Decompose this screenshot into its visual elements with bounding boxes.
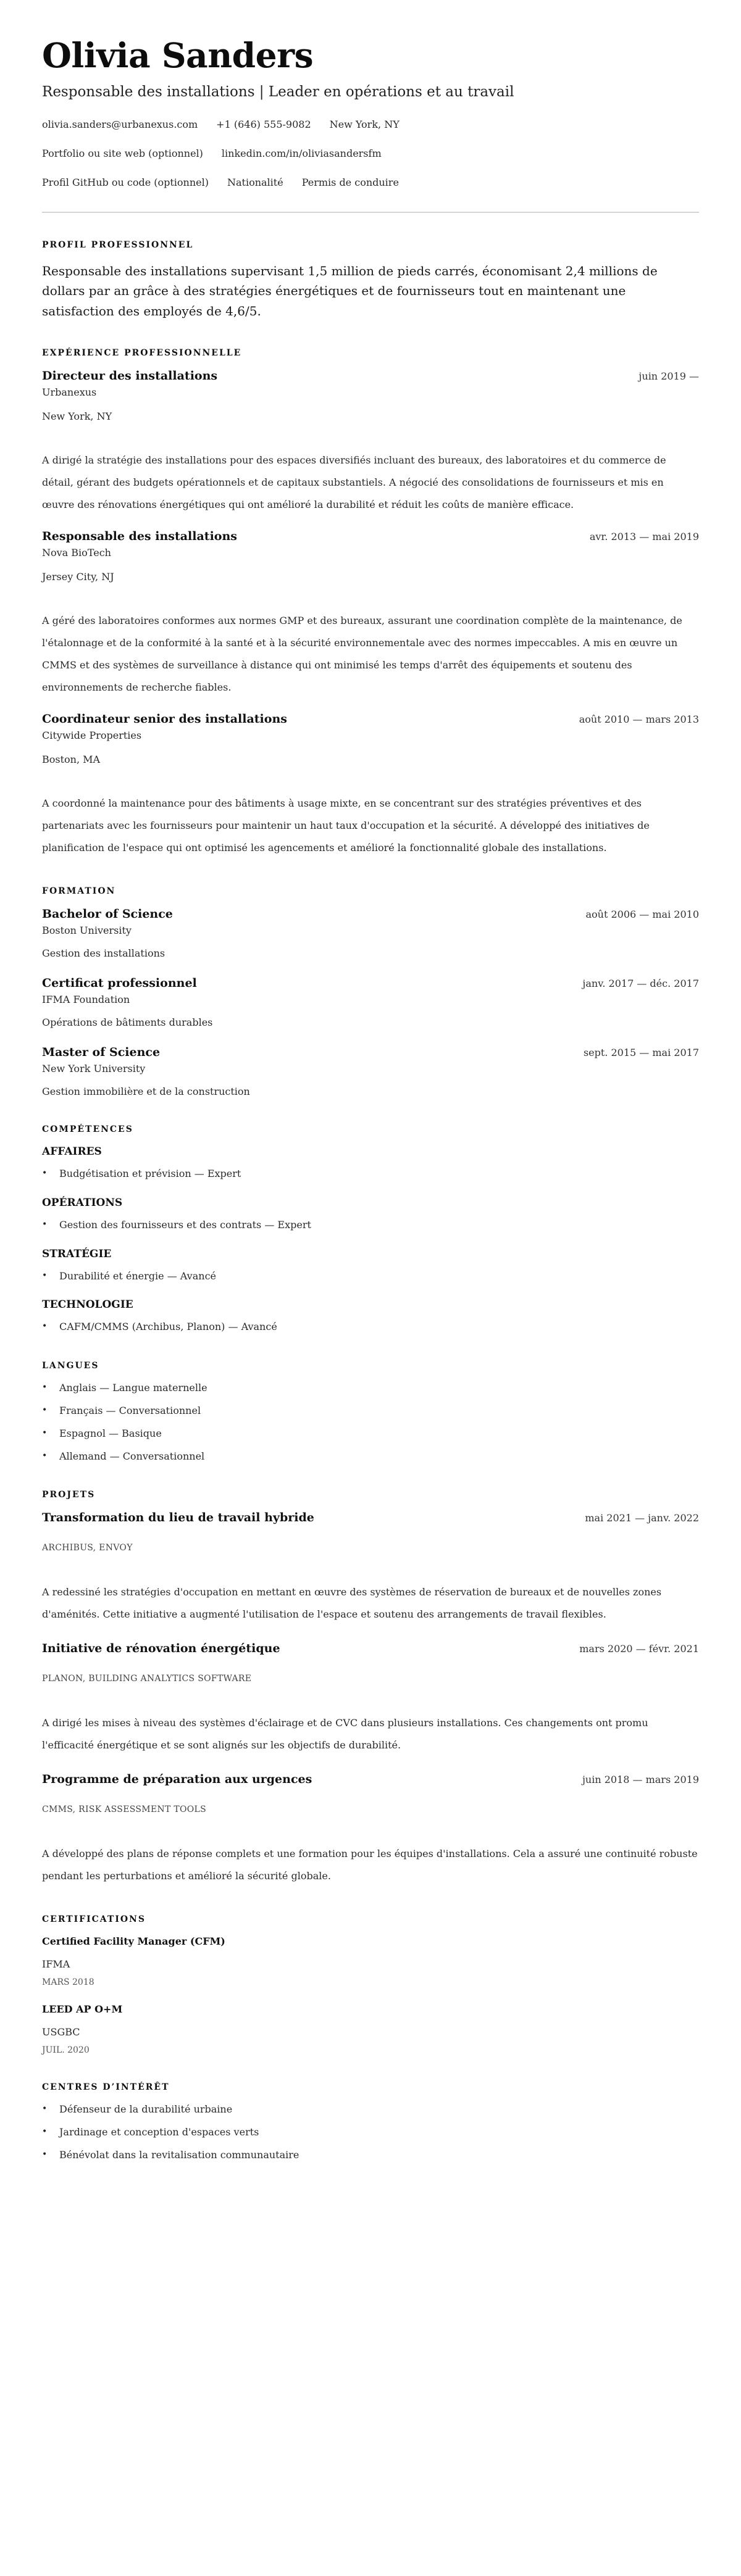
skill-group-title: OPÉRATIONS <box>42 1196 123 1209</box>
candidate-name: Olivia Sanders <box>42 35 314 75</box>
project-date: mars 2020 — févr. 2021 <box>579 1643 699 1655</box>
degree-field: Gestion des installations <box>42 947 165 959</box>
contact-email[interactable]: olivia.sanders@urbanexus.com <box>42 118 198 131</box>
degree-date: sept. 2015 — mai 2017 <box>583 1046 699 1058</box>
certification-date: MARS 2018 <box>42 1977 94 1988</box>
project-title: Transformation du lieu de travail hybride <box>42 1511 314 1525</box>
contact-nationality: Nationalité <box>227 176 283 188</box>
skill-item: • Durabilité et énergie — Avancé <box>42 1270 699 1283</box>
summary-text: Responsable des installations supervisant 1,5 million de pieds carrés, économisant 2,4 millions de dollars par an grâce à des stratégies énergétiques et de fournisseurs tout en maintenant une satisfaction des employés de 4,6/5. <box>42 263 658 318</box>
contact-phone[interactable]: +1 (646) 555-9082 <box>216 118 311 131</box>
contact-row-2 <box>42 147 699 160</box>
job-date: avr. 2013 — mai 2019 <box>589 530 699 542</box>
education-item <box>42 976 699 1028</box>
certification-name: Certified Facility Manager (CFM) <box>42 1935 225 1948</box>
skill-item: • CAFM/CMMS (Archibus, Planon) — Avancé <box>42 1321 699 1334</box>
certification-issuer: USGBC <box>42 2026 80 2038</box>
project-tech: ARCHIBUS, ENVOY <box>42 1543 133 1553</box>
job-date: août 2010 — mars 2013 <box>579 713 699 725</box>
section-title-experience: EXPÉRIENCE PROFESSIONNELLE <box>42 347 242 358</box>
section-title-certifications: CERTIFICATIONS <box>42 1914 146 1925</box>
school-name: IFMA Foundation <box>42 993 130 1005</box>
section-certifications <box>42 1914 699 2055</box>
degree-date: janv. 2017 — déc. 2017 <box>582 977 699 989</box>
experience-item <box>42 530 699 699</box>
section-education <box>42 886 699 1097</box>
job-description: A coordonné la maintenance pour des bâtiments à usage mixte, en se concentrant sur des stratégies préventives et des partenariats avec les fournisseurs pour maintenir un haut taux d'occupation et la sécurité. A développé des initiatives de planification de l'espace qui ont optimisé les agencements et amélioré la fonctionnalité globale des installations. <box>42 797 650 854</box>
degree-date: août 2006 — mai 2010 <box>585 908 699 920</box>
language-item: • Anglais — Langue maternelle <box>42 1382 699 1395</box>
skill-group-title: TECHNOLOGIE <box>42 1298 133 1311</box>
job-company: Citywide Properties <box>42 729 142 741</box>
project-title: Programme de préparation aux urgences <box>42 1772 312 1787</box>
job-title: Directeur des installations <box>42 368 218 383</box>
degree-field: Opérations de bâtiments durables <box>42 1016 213 1028</box>
certification-date: JUIL. 2020 <box>42 2045 90 2056</box>
section-title-interests: CENTRES D’INTÉRÊT <box>42 2082 170 2093</box>
contact-row-1 <box>42 118 699 131</box>
section-interests <box>42 2082 699 2161</box>
experience-item <box>42 712 699 859</box>
project-item <box>42 1511 699 1626</box>
contact-row-3 <box>42 177 699 189</box>
certification-item <box>42 2003 699 2055</box>
section-experience <box>42 348 699 859</box>
header-divider <box>42 212 699 213</box>
job-company: Urbanexus <box>42 386 97 398</box>
contact-github[interactable]: Profil GitHub ou code (optionnel) <box>42 176 209 188</box>
interest-item: • Défenseur de la durabilité urbaine <box>42 2103 699 2116</box>
contact-location: New York, NY <box>329 118 400 131</box>
section-title-languages: LANGUES <box>42 1361 99 1371</box>
degree-title: Bachelor of Science <box>42 907 173 921</box>
section-title-education: FORMATION <box>42 886 116 896</box>
contact-portfolio[interactable]: Portfolio ou site web (optionnel) <box>42 147 203 160</box>
section-projects <box>42 1490 699 1887</box>
skill-item: • Gestion des fournisseurs et des contrats — Expert <box>42 1219 699 1232</box>
experience-item <box>42 369 699 516</box>
section-title-summary: PROFIL PROFESSIONNEL <box>42 239 194 250</box>
section-skills <box>42 1124 699 1334</box>
job-description: A dirigé la stratégie des installations pour des espaces diversifiés incluant des bureaux, des laboratoires et du commerce de détail, gérant des budgets opérationnels et de capitaux substantiels. A négocié des consolidations de fournisseurs et mis en œuvre des rénovations énergétiques qui ont amélioré la durabilité et réduit les coûts de manière efficace. <box>42 454 666 510</box>
project-tech: PLANON, BUILDING ANALYTICS SOFTWARE <box>42 1674 252 1684</box>
degree-title: Certificat professionnel <box>42 976 197 990</box>
job-title: Coordinateur senior des installations <box>42 712 287 726</box>
language-list <box>42 1382 699 1463</box>
project-title: Initiative de rénovation énergétique <box>42 1642 280 1656</box>
job-company: Nova BioTech <box>42 546 111 559</box>
job-location: Jersey City, NJ <box>42 570 114 583</box>
interest-list <box>42 2103 699 2161</box>
project-description: A redessiné les stratégies d'occupation en mettant en œuvre des systèmes de réservation de bureaux et de nouvelles zones d'aménités. Cette initiative a augmenté l'utilisation de l'espace et soutenu des arrangements de travail flexibles. <box>42 1586 662 1621</box>
project-description: A dirigé les mises à niveau des systèmes d'éclairage et de CVC dans plusieurs installations. Ces changements ont promu l'efficacité énergétique et se sont alignés sur les objectifs de durabilité. <box>42 1717 648 1751</box>
candidate-headline: Responsable des installations | Leader en opérations et au travail <box>42 83 514 100</box>
contact-driving-license: Permis de conduire <box>301 176 399 188</box>
project-description: A développé des plans de réponse complets et une formation pour les équipes d'installations. Cela a assuré une continuité robuste pendant les perturbations et amélioré la sécurité globale. <box>42 1848 698 1882</box>
skill-group-title: AFFAIRES <box>42 1145 102 1158</box>
project-date: juin 2018 — mars 2019 <box>582 1774 699 1786</box>
section-summary <box>42 240 699 321</box>
degree-field: Gestion immobilière et de la construction <box>42 1085 250 1097</box>
contact-linkedin[interactable]: linkedin.com/in/oliviasandersfm <box>221 147 382 160</box>
language-item: • Espagnol — Basique <box>42 1427 699 1440</box>
project-item <box>42 1772 699 1887</box>
job-description: A géré des laboratoires conformes aux normes GMP et des bureaux, assurant une coordination complète de la maintenance, de l'étalonnage et de la conformité à la santé et à la sécurité environnementale avec des normes impeccables. A mis en œuvre un CMMS et des systèmes de surveillance à distance qui ont minimisé les temps d'arrêt des équipements et soutenu des environnements de recherche fiables. <box>42 614 682 693</box>
job-title: Responsable des installations <box>42 529 237 543</box>
school-name: Boston University <box>42 924 132 936</box>
project-tech: CMMS, RISK ASSESSMENT TOOLS <box>42 1805 207 1815</box>
job-location: New York, NY <box>42 410 112 422</box>
certification-name: LEED AP O+M <box>42 2003 123 2016</box>
interest-item: • Bénévolat dans la revitalisation communautaire <box>42 2149 699 2162</box>
skill-group-title: STRATÉGIE <box>42 1247 112 1260</box>
resume-header <box>42 37 699 189</box>
skill-item: • Budgétisation et prévision — Expert <box>42 1168 699 1181</box>
skill-list <box>42 1168 699 1181</box>
school-name: New York University <box>42 1062 146 1074</box>
job-location: Boston, MA <box>42 753 101 765</box>
job-date: juin 2019 — <box>638 370 699 382</box>
skill-list <box>42 1270 699 1283</box>
section-languages <box>42 1361 699 1463</box>
section-title-projects: PROJETS <box>42 1490 96 1500</box>
language-item: • Allemand — Conversationnel <box>42 1450 699 1463</box>
section-title-skills: COMPÉTENCES <box>42 1124 133 1134</box>
interest-item: • Jardinage et conception d'espaces verts <box>42 2126 699 2139</box>
language-item: • Français — Conversationnel <box>42 1405 699 1418</box>
project-item <box>42 1642 699 1756</box>
skill-list <box>42 1321 699 1334</box>
certification-item <box>42 1935 699 1987</box>
degree-title: Master of Science <box>42 1045 161 1059</box>
education-item <box>42 1045 699 1097</box>
certification-issuer: IFMA <box>42 1958 70 1971</box>
skill-list <box>42 1219 699 1232</box>
education-item <box>42 907 699 959</box>
project-date: mai 2021 — janv. 2022 <box>585 1512 699 1524</box>
